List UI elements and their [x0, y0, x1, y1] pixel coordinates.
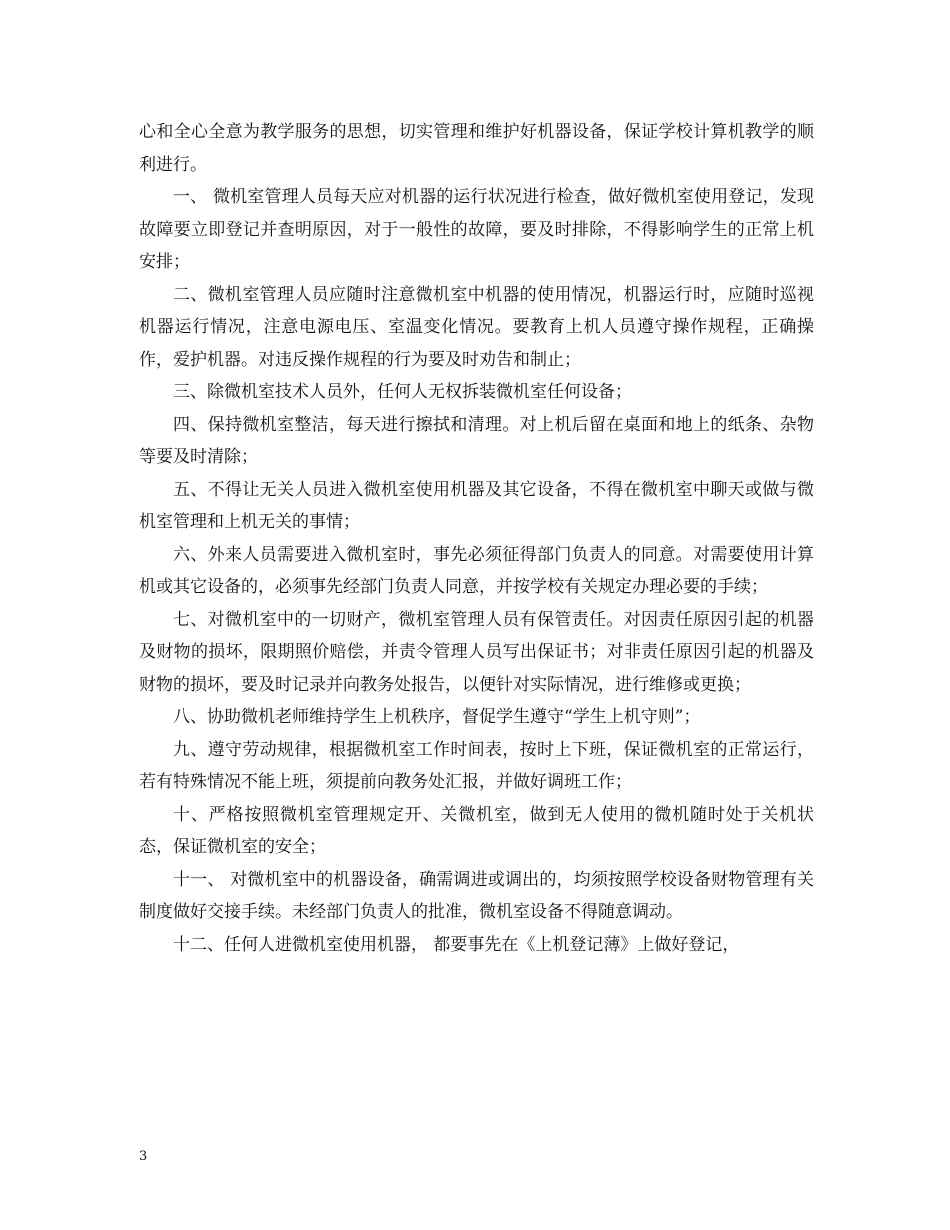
- paragraph-rule-11: 十一、 对微机室中的机器设备，确需调进或调出的，均须按照学校设备财物管理有关制度做好交接手续。未经部门负责人的批准，微机室设备不得随意调动。: [139, 869, 814, 922]
- document-body: [139, 116, 814, 961]
- paragraph-rule-10: 十、严格按照微机室管理规定开、关微机室，做到无人使用的微机随时处于关机状态，保证微机室的安全；: [139, 804, 814, 857]
- paragraph-rule-12: 十二、任何人进微机室使用机器， 都要事先在《上机登记薄》上做好登记，: [173, 934, 740, 955]
- paragraph-rule-1: 一、 微机室管理人员每天应对机器的运行状况进行检查，做好微机室使用登记，发现故障要立即登记并查明原因，对于一般性的故障，要及时排除，不得影响学生的正常上机安排；: [139, 187, 814, 272]
- paragraph-rule-7: 七、对微机室中的一切财产，微机室管理人员有保管责任。对因责任原因引起的机器及财物的损坏，限期照价赔偿，并责令管理人员写出保证书；对非责任原因引起的机器及财物的损坏，要及时记录并向教务处报告，以便针对实际情况，进行维修或更换；: [139, 609, 814, 695]
- paragraph-rule-6: 六、外来人员需要进入微机室时，事先必须征得部门负责人的同意。对需要使用计算机或其它设备的，必须事先经部门负责人同意，并按学校有关规定办理必要的手续；: [139, 544, 814, 597]
- paragraph-rule-9: 九、遵守劳动规律，根据微机室工作时间表，按时上下班，保证微机室的正常运行，若有特殊情况不能上班，须提前向教务处汇报，并做好调班工作；: [139, 739, 814, 792]
- paragraph-rule-2: 二、微机室管理人员应随时注意微机室中机器的使用情况，机器运行时，应随时巡视机器运行情况，注意电源电压、室温变化情况。要教育上机人员遵守操作规程，正确操作，爱护机器。对违反操作规程的行为要及时劝告和制止；: [139, 284, 814, 370]
- paragraph-rule-8: 八、协助微机老师维持学生上机秩序，督促学生遵守“学生上机守则”；: [173, 707, 701, 727]
- page-number: 3: [139, 1149, 148, 1164]
- paragraph-continuation: 心和全心全意为教学服务的思想，切实管理和维护好机器设备，保证学校计算机教学的顺利进行。: [139, 122, 814, 175]
- paragraph-rule-3: 三、除微机室技术人员外，任何人无权拆装微机室任何设备；: [173, 382, 632, 402]
- paragraph-rule-4: 四、保持微机室整洁，每天进行擦拭和清理。对上机后留在桌面和地上的纸条、杂物等要及时清除；: [139, 414, 814, 467]
- paragraph-rule-5: 五、不得让无关人员进入微机室使用机器及其它设备，不得在微机室中聊天或做与微机室管理和上机无关的事情；: [139, 479, 814, 532]
